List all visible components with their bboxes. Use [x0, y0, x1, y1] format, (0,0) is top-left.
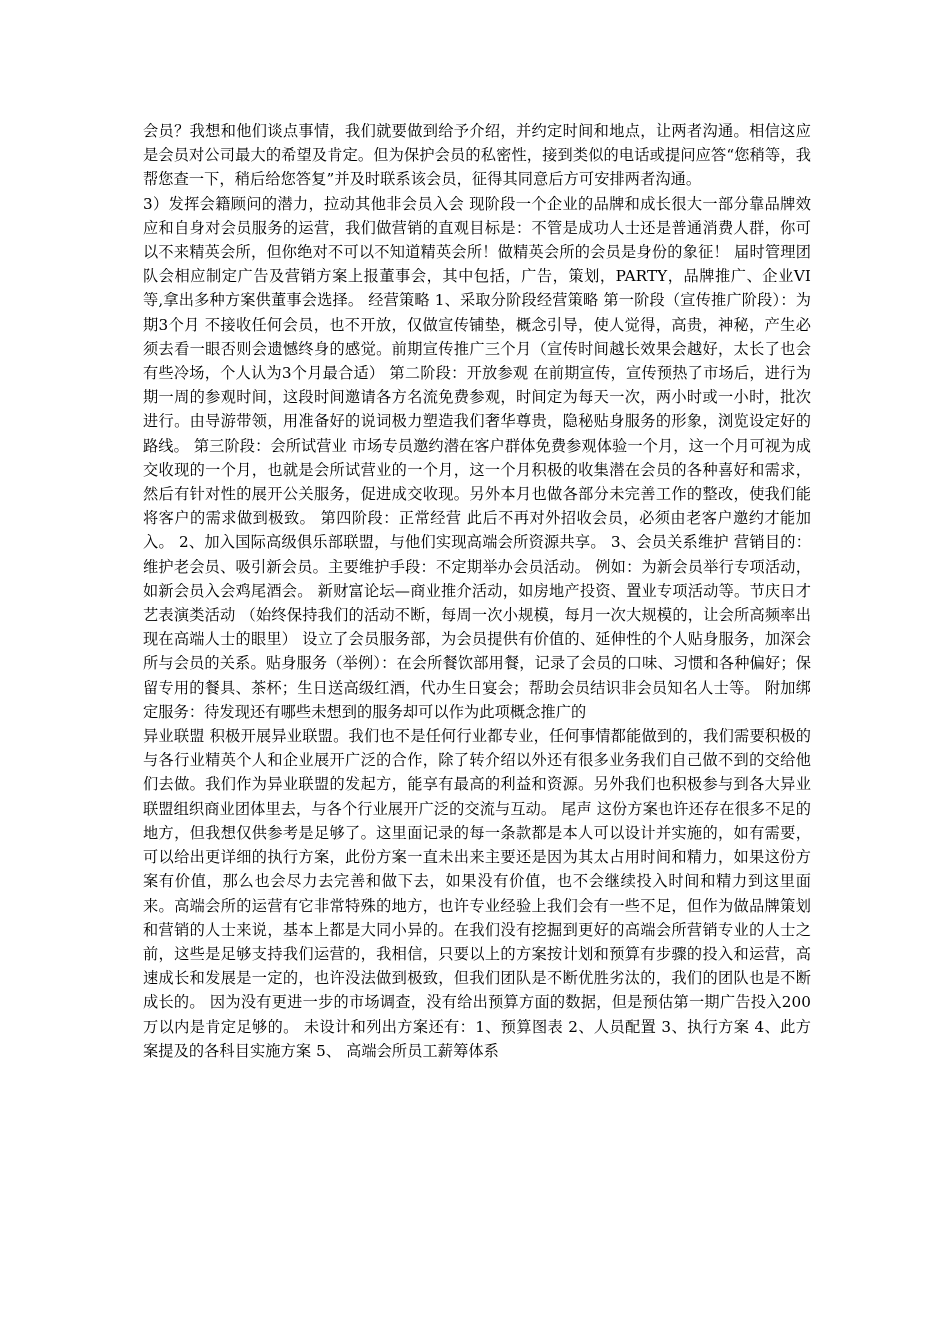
paragraph-alliance-and-closing: 异业联盟 积极开展异业联盟。我们也不是任何行业都专业，任何事情都能做到的，我们需要积极的与各行业精英个人和企业展开广泛的合作，除了转介绍以外还有很多业务我们自己做不到的交给他们去做。我们作为异业联盟的发起方，能享有最高的利益和资源。另外我们也积极参与到各大异业联盟组织商业团体里去，与各个行业展开广泛的交流与互动。 尾声 这份方案也许还存在很多不足的地方，但我想仅供参考是足够了。这里面记录的每一条款都是本人可以设计并实施的，如有需要，可以给出更详细的执行方案，此份方案一直未出来主要还是因为其太占用时间和精力，如果这份方案有价值，那么也会尽力去完善和做下去，如果没有价值，也不会继续投入时间和精力到这里面来。高端会所的运营有它非常特殊的地方，也许专业经验上我们会有一些不足，但作为做品牌策划和营销的人士来说，基本上都是大同小异的。在我们没有挖掘到更好的高端会所营销专业的人士之前，这些是足够支持我们运营的，我相信，只要以上的方案按计划和预算有步骤的投入和运营，高速成长和发展是一定的，也许没法做到极致，但我们团队是不断优胜劣汰的，我们的团队也是不断成长的。 因为没有更进一步的市场调查，没有给出预算方面的数据，但是预估第一期广告投入200万以内是肯定足够的。 未设计和列出方案还有：1、预算图表 2、人员配置 3、执行方案 4、此方案提及的各科目实施方案 5、 高端会所员工薪筹体系	[143, 727, 811, 1060]
paragraph-marketing-strategy: 3）发挥会籍顾问的潜力，拉动其他非会员入会 现阶段一个企业的品牌和成长很大一部分靠品牌效应和自身对会员服务的运营，我们做营销的直观目标是：不管是成功人士还是普通消费人群，你可以不来精英会所，但你绝对不可以不知道精英会所！做精英会所的会员是身份的象征！ 届时管理团队会相应制定广告及营销方案上报董事会，其中包括，广告，策划，PARTY，品牌推广、企业VI等,拿出多种方案供董事会选择。 经营策略 1、采取分阶段经营策略 第一阶段（宣传推广阶段）：为期3个月 不接收任何会员，也不开放，仅做宣传铺垫，概念引导，使人觉得，高贵，神秘，产生必须去看一眼否则会遗憾终身的感觉。前期宣传推广三个月（宣传时间越长效果会越好，太长了也会有些冷场，个人认为3个月最合适） 第二阶段：开放参观 在前期宣传，宣传预热了市场后，进行为期一周的参观时间，这段时间邀请各方名流免费参观，时间定为每天一次，两小时或一小时，批次进行。由导游带领，用准备好的说词极力塑造我们奢华尊贵，隐秘贴身服务的形象，浏览设定好的路线。 第三阶段：会所试营业 市场专员邀约潜在客户群体免费参观体验一个月，这一个月可视为成交收现的一个月，也就是会所试营业的一个月，这一个月积极的收集潜在会员的各种喜好和需求，然后有针对性的展开公关服务，促进成交收现。另外本月也做各部分未完善工作的整改，使我们能将客户的需求做到极致。 第四阶段：正常经营 此后不再对外招收会员，必须由老客户邀约才能加入。 2、加入国际高级俱乐部联盟，与他们实现高端会所资源共享。 3、会员关系维护 营销目的：维护老会员、吸引新会员。主要维护手段：不定期举办会员活动。 例如：为新会员举行专项活动，如新会员入会鸡尾酒会。 新财富论坛—商业推介活动，如房地产投资、置业专项活动等。节庆日才艺表演类活动 （始终保持我们的活动不断，每周一次小规模，每月一次大规模的，让会所高频率出现在高端人士的眼里） 设立了会员服务部，为会员提供有价值的、延伸性的个人贴身服务，加深会所与会员的关系。贴身服务（举例）：在会所餐饮部用餐，记录了会员的口味、习惯和各种偏好；保留专用的餐具、茶杯；生日送高级红酒，代办生日宴会；帮助会员结识非会员知名人士等。 附加绑定服务：待发现还有哪些未想到的服务却可以作为此项概念推广的	[143, 194, 811, 721]
document-body	[143, 119, 811, 1063]
paragraph-member-introduction: 会员？我想和他们谈点事情，我们就要做到给予介绍，并约定时间和地点，让两者沟通。相信这应是会员对公司最大的希望及肯定。但为保护会员的私密性，接到类似的电话或提问应答“您稍等，我帮您查一下，稍后给您答复”并及时联系该会员，征得其同意后方可安排两者沟通。	[143, 122, 811, 189]
